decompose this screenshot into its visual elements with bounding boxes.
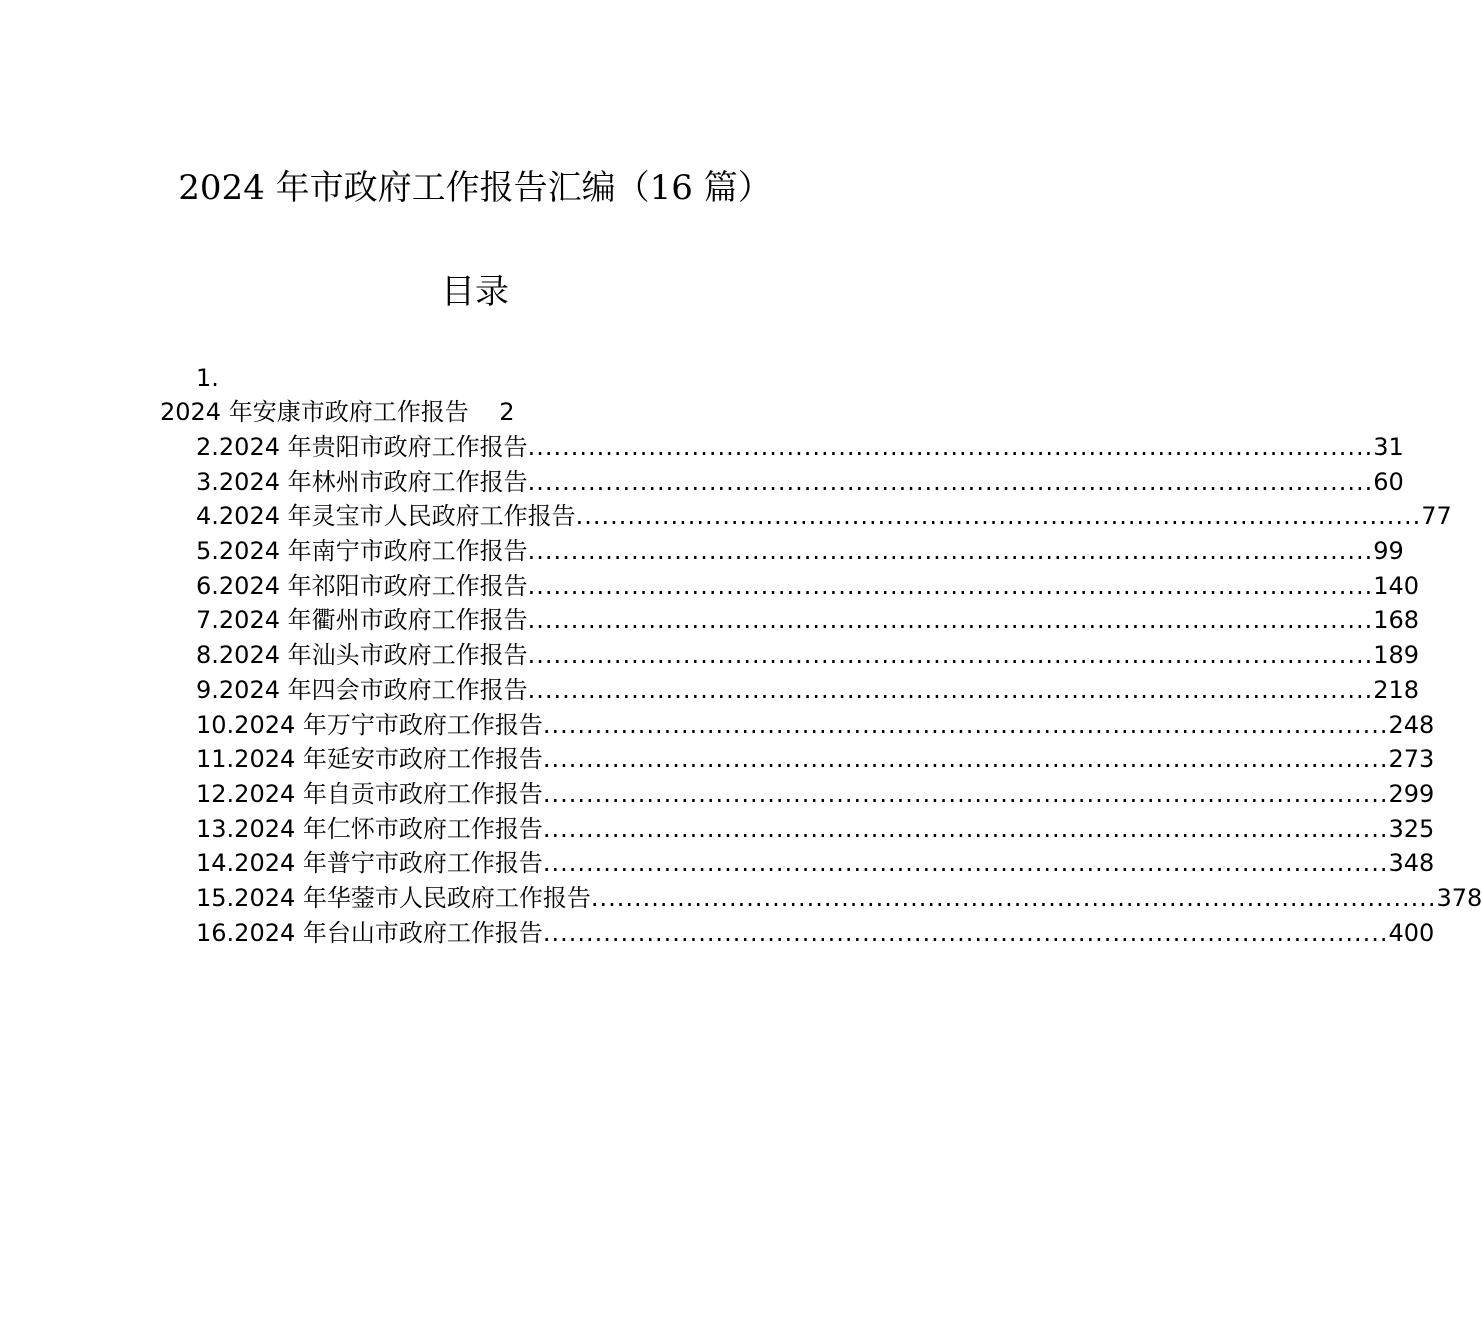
- toc-entry-dot-leader: ..................................................................................................: [542, 745, 1389, 774]
- toc-entry-title: 2024 年安康市政府工作报告: [160, 398, 469, 426]
- toc-entry[interactable]: [196, 638, 1420, 673]
- toc-entry-title: 8.2024 年汕头市政府工作报告: [196, 641, 528, 670]
- toc-entry-page: 378: [1436, 883, 1482, 912]
- toc-entry[interactable]: [196, 777, 1435, 812]
- toc-entry[interactable]: [196, 499, 1452, 534]
- toc-entry-title: 13.2024 年仁怀市政府工作报告: [196, 814, 543, 843]
- document-title: 2024 年市政府工作报告汇编（16 篇）: [178, 168, 772, 208]
- toc-entry-dot-leader: ..................................................................................................: [527, 571, 1374, 600]
- toc-entry-page: 140: [1373, 571, 1420, 600]
- toc-entry-dot-leader: ..................................................................................................: [590, 883, 1437, 912]
- toc-entry[interactable]: [196, 673, 1420, 708]
- toc-entry-title: 15.2024 年华蓥市人民政府工作报告: [196, 883, 591, 912]
- toc-entry[interactable]: [196, 881, 1482, 916]
- toc-entry[interactable]: [196, 430, 1404, 465]
- toc-entry-title: 9.2024 年四会市政府工作报告: [196, 675, 528, 704]
- toc-entry-title: 11.2024 年延安市政府工作报告: [196, 745, 543, 774]
- toc-entry-title: 10.2024 年万宁市政府工作报告: [196, 710, 543, 739]
- toc-entry-dot-leader: ..................................................................................................: [527, 675, 1374, 704]
- toc-entry-page: 325: [1388, 814, 1435, 843]
- toc-entry[interactable]: [196, 846, 1435, 881]
- toc-entry[interactable]: [196, 465, 1404, 500]
- toc-entry[interactable]: [196, 708, 1435, 743]
- toc-entry[interactable]: [196, 603, 1420, 638]
- toc-entry-page: 168: [1373, 606, 1420, 635]
- toc-entry-dot-leader: ..................................................................................................: [542, 918, 1389, 947]
- toc-entry-dot-leader: ..................................................................................................: [542, 814, 1389, 843]
- toc-entry[interactable]: [196, 916, 1435, 951]
- toc-entry-first[interactable]: [160, 396, 515, 428]
- toc-entry-title: 7.2024 年衢州市政府工作报告: [196, 606, 528, 635]
- toc-entry-dot-leader: ..................................................................................................: [542, 710, 1389, 739]
- toc-entry[interactable]: [196, 534, 1404, 569]
- toc-entry-page: 31: [1373, 433, 1404, 461]
- toc-entry-dot-leader: ..................................................................................................: [575, 502, 1422, 531]
- toc-entry-page: 299: [1388, 779, 1435, 808]
- toc-entry-dot-leader: ..................................................................................................: [542, 849, 1389, 878]
- toc-entry-dot-leader: ..................................................................................................: [527, 641, 1374, 670]
- toc-entry-page: 2: [499, 398, 515, 426]
- toc-entry-title: 16.2024 年台山市政府工作报告: [196, 918, 543, 947]
- toc-entry-title: 14.2024 年普宁市政府工作报告: [196, 849, 543, 878]
- toc-entry-title: 5.2024 年南宁市政府工作报告: [196, 537, 528, 566]
- toc-entry-page: 99: [1373, 537, 1404, 566]
- toc-entry-title: 4.2024 年灵宝市人民政府工作报告: [196, 502, 576, 531]
- toc-entry-title: 12.2024 年自贡市政府工作报告: [196, 779, 543, 808]
- toc-entry-page: 248: [1388, 710, 1435, 739]
- toc-entry-dot-leader: ..................................................................................................: [527, 606, 1374, 635]
- toc-entry-dot-leader: ..................................................................................................: [527, 433, 1374, 461]
- toc-entry-page: 348: [1388, 849, 1435, 878]
- toc-entry-page: 400: [1388, 918, 1435, 947]
- toc-entry-dot-leader: ..................................................................................................: [527, 537, 1374, 566]
- toc-entry[interactable]: [196, 569, 1420, 604]
- toc-entry-title: 3.2024 年林州市政府工作报告: [196, 467, 528, 496]
- toc-entry-dot-leader: ..................................................................................................: [542, 779, 1389, 808]
- toc-entry-title: 6.2024 年祁阳市政府工作报告: [196, 571, 528, 600]
- toc-entry-title: 2.2024 年贵阳市政府工作报告: [196, 433, 528, 461]
- toc-entry[interactable]: [196, 812, 1435, 847]
- toc-entry-dot-leader: ..................................................................................................: [527, 467, 1374, 496]
- toc-entry-page: 77: [1421, 502, 1452, 531]
- toc-entry[interactable]: [196, 742, 1435, 777]
- toc-entry-number: 1.: [196, 364, 219, 392]
- toc-list: [196, 430, 1482, 950]
- toc-entry-page: 273: [1388, 745, 1435, 774]
- toc-entry-page: 189: [1373, 641, 1420, 670]
- toc-heading: 目录: [441, 272, 509, 312]
- toc-entry-page: 218: [1373, 675, 1420, 704]
- toc-entry-page: 60: [1373, 467, 1404, 496]
